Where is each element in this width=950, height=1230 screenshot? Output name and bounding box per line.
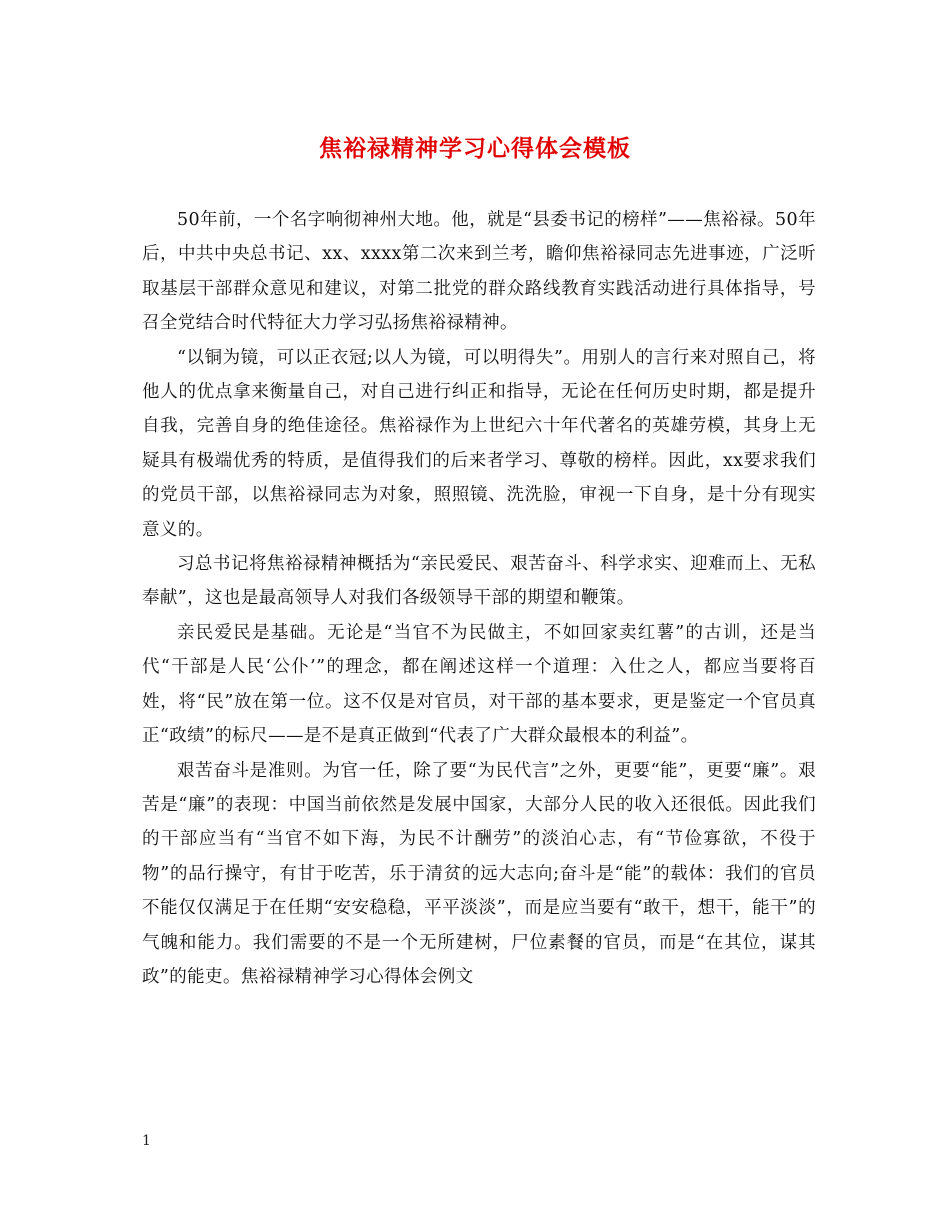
document-title: 焦裕禄精神学习心得体会模板 xyxy=(319,135,631,162)
paragraph-mirror: “以铜为镜，可以正衣冠;以人为镜，可以明得失”。用别人的言行来对照自己，将他人的优点拿来衡量自己，对自己进行纠正和指导，无论在任何历史时期，都是提升自我，完善自身的绝佳途径。焦裕禄作为上世纪六十年代著名的英雄劳模，其身上无疑具有极端优秀的特质，是值得我们的后来者学习、尊敬的榜样。因此，xx要求我们的党员干部，以焦裕禄同志为对象，照照镜、洗洗脸，审视一下自身，是十分有现实意义的。 xyxy=(142,347,816,540)
document-body xyxy=(142,203,816,994)
paragraph-hard-work: 艰苦奋斗是准则。为官一任，除了要“为民代言”之外，更要“能”，更要“廉”。艰苦是“廉”的表现：中国当前依然是发展中国家，大部分人民的收入还很低。因此我们的干部应当有“当官不如下海，为民不计酬劳”的淡泊心志，有“节俭寡欲，不役于物”的品行操守，有甘于吃苦，乐于清贫的远大志向;奋斗是“能”的载体：我们的官员不能仅仅满足于在任期“安安稳稳，平平淡淡”，而是应当要有“敢干，想干，能干”的气魄和能力。我们需要的不是一个无所建树，尸位素餐的官员，而是“在其位，谋其政”的能吏。焦裕禄精神学习心得体会例文 xyxy=(142,760,816,987)
paragraph-summary: 习总书记将焦裕禄精神概括为“亲民爱民、艰苦奋斗、科学求实、迎难而上、无私奉献”，这也是最高领导人对我们各级领导干部的期望和鞭策。 xyxy=(142,554,816,609)
page-number: 1 xyxy=(142,1133,151,1149)
paragraph-close-to-people: 亲民爱民是基础。无论是“当官不为民做主，不如回家卖红薯”的古训，还是当代“干部是人民‘公仆’”的理念，都在阐述这样一个道理：入仕之人，都应当要将百姓，将“民”放在第一位。这不仅是对官员，对干部的基本要求，更是鉴定一个官员真正“政绩”的标尺——是不是真正做到“代表了广大群众最根本的利益”。 xyxy=(142,622,816,747)
paragraph-intro: 50年前，一个名字响彻神州大地。他，就是“县委书记的榜样”——焦裕禄。50年后，中共中央总书记、xx、xxxx第二次来到兰考，瞻仰焦裕禄同志先进事迹，广泛听取基层干部群众意见和建议，对第二批党的群众路线教育实践活动进行具体指导，号召全党结合时代特征大力学习弘扬焦裕禄精神。 xyxy=(142,210,816,334)
